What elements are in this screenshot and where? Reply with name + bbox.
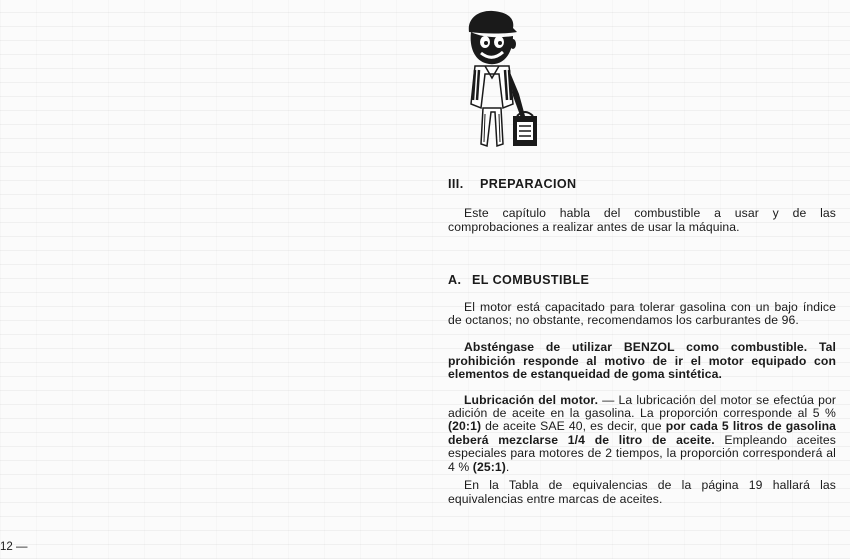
mechanic-with-oil-can-illustration <box>455 4 555 154</box>
lubrication-text-3: Empleando aceites especiales para motores de 2 tiempos, la proporción corresponderá al 4 % <box>448 432 836 474</box>
em-dash: — <box>598 392 619 407</box>
section-heading-a <box>448 274 836 287</box>
lubrication-end: . <box>505 459 510 474</box>
subsection-title: EL COMBUSTIBLE <box>472 273 590 288</box>
subsection-letter: A. <box>448 273 462 288</box>
section-number: III. <box>448 177 464 191</box>
section-title: PREPARACION <box>480 177 577 191</box>
lubrication-text-1: La lubricación del motor se efectúa por adición de aceite en la gasolina. La proporción corresponde al 5 % <box>448 392 836 421</box>
lubrication-paragraph <box>448 394 836 474</box>
cap-shape <box>469 11 517 34</box>
benzol-warning-paragraph: Absténgase de utilizar BENZOL como combustible. Tal prohibición responde al motivo de ir el motor equipado con elementos de estanqueidad de goma sintética. <box>448 340 836 382</box>
lubrication-run-in: Lubricación del motor. <box>464 392 599 407</box>
lubrication-text-2: de aceite SAE 40, es decir, que <box>481 419 666 434</box>
octane-paragraph: El motor está capacitado para tolerar gasolina con un bajo índice de octanos; no obstante, recomendamos los carburantes de 96. <box>448 299 836 328</box>
mixing-instruction: por cada 5 litros de gasolina deberá mezclarse 1/4 de litro de aceite. <box>448 419 836 447</box>
ratio-20-1: (20:1) <box>448 419 482 434</box>
equivalence-table-paragraph: En la Tabla de equivalencias de la página 19 hallará las equivalencias entre marcas de aceites. <box>448 478 836 506</box>
ratio-25-1: (25:1) <box>472 459 506 474</box>
intro-paragraph: Este capítulo habla del combustible a usar y de las comprobaciones a realizar antes de usar la máquina. <box>448 206 836 234</box>
head-shape <box>471 32 513 64</box>
page-number: 12 — <box>0 541 28 553</box>
document-text <box>448 178 836 506</box>
section-heading-iii <box>448 178 836 191</box>
